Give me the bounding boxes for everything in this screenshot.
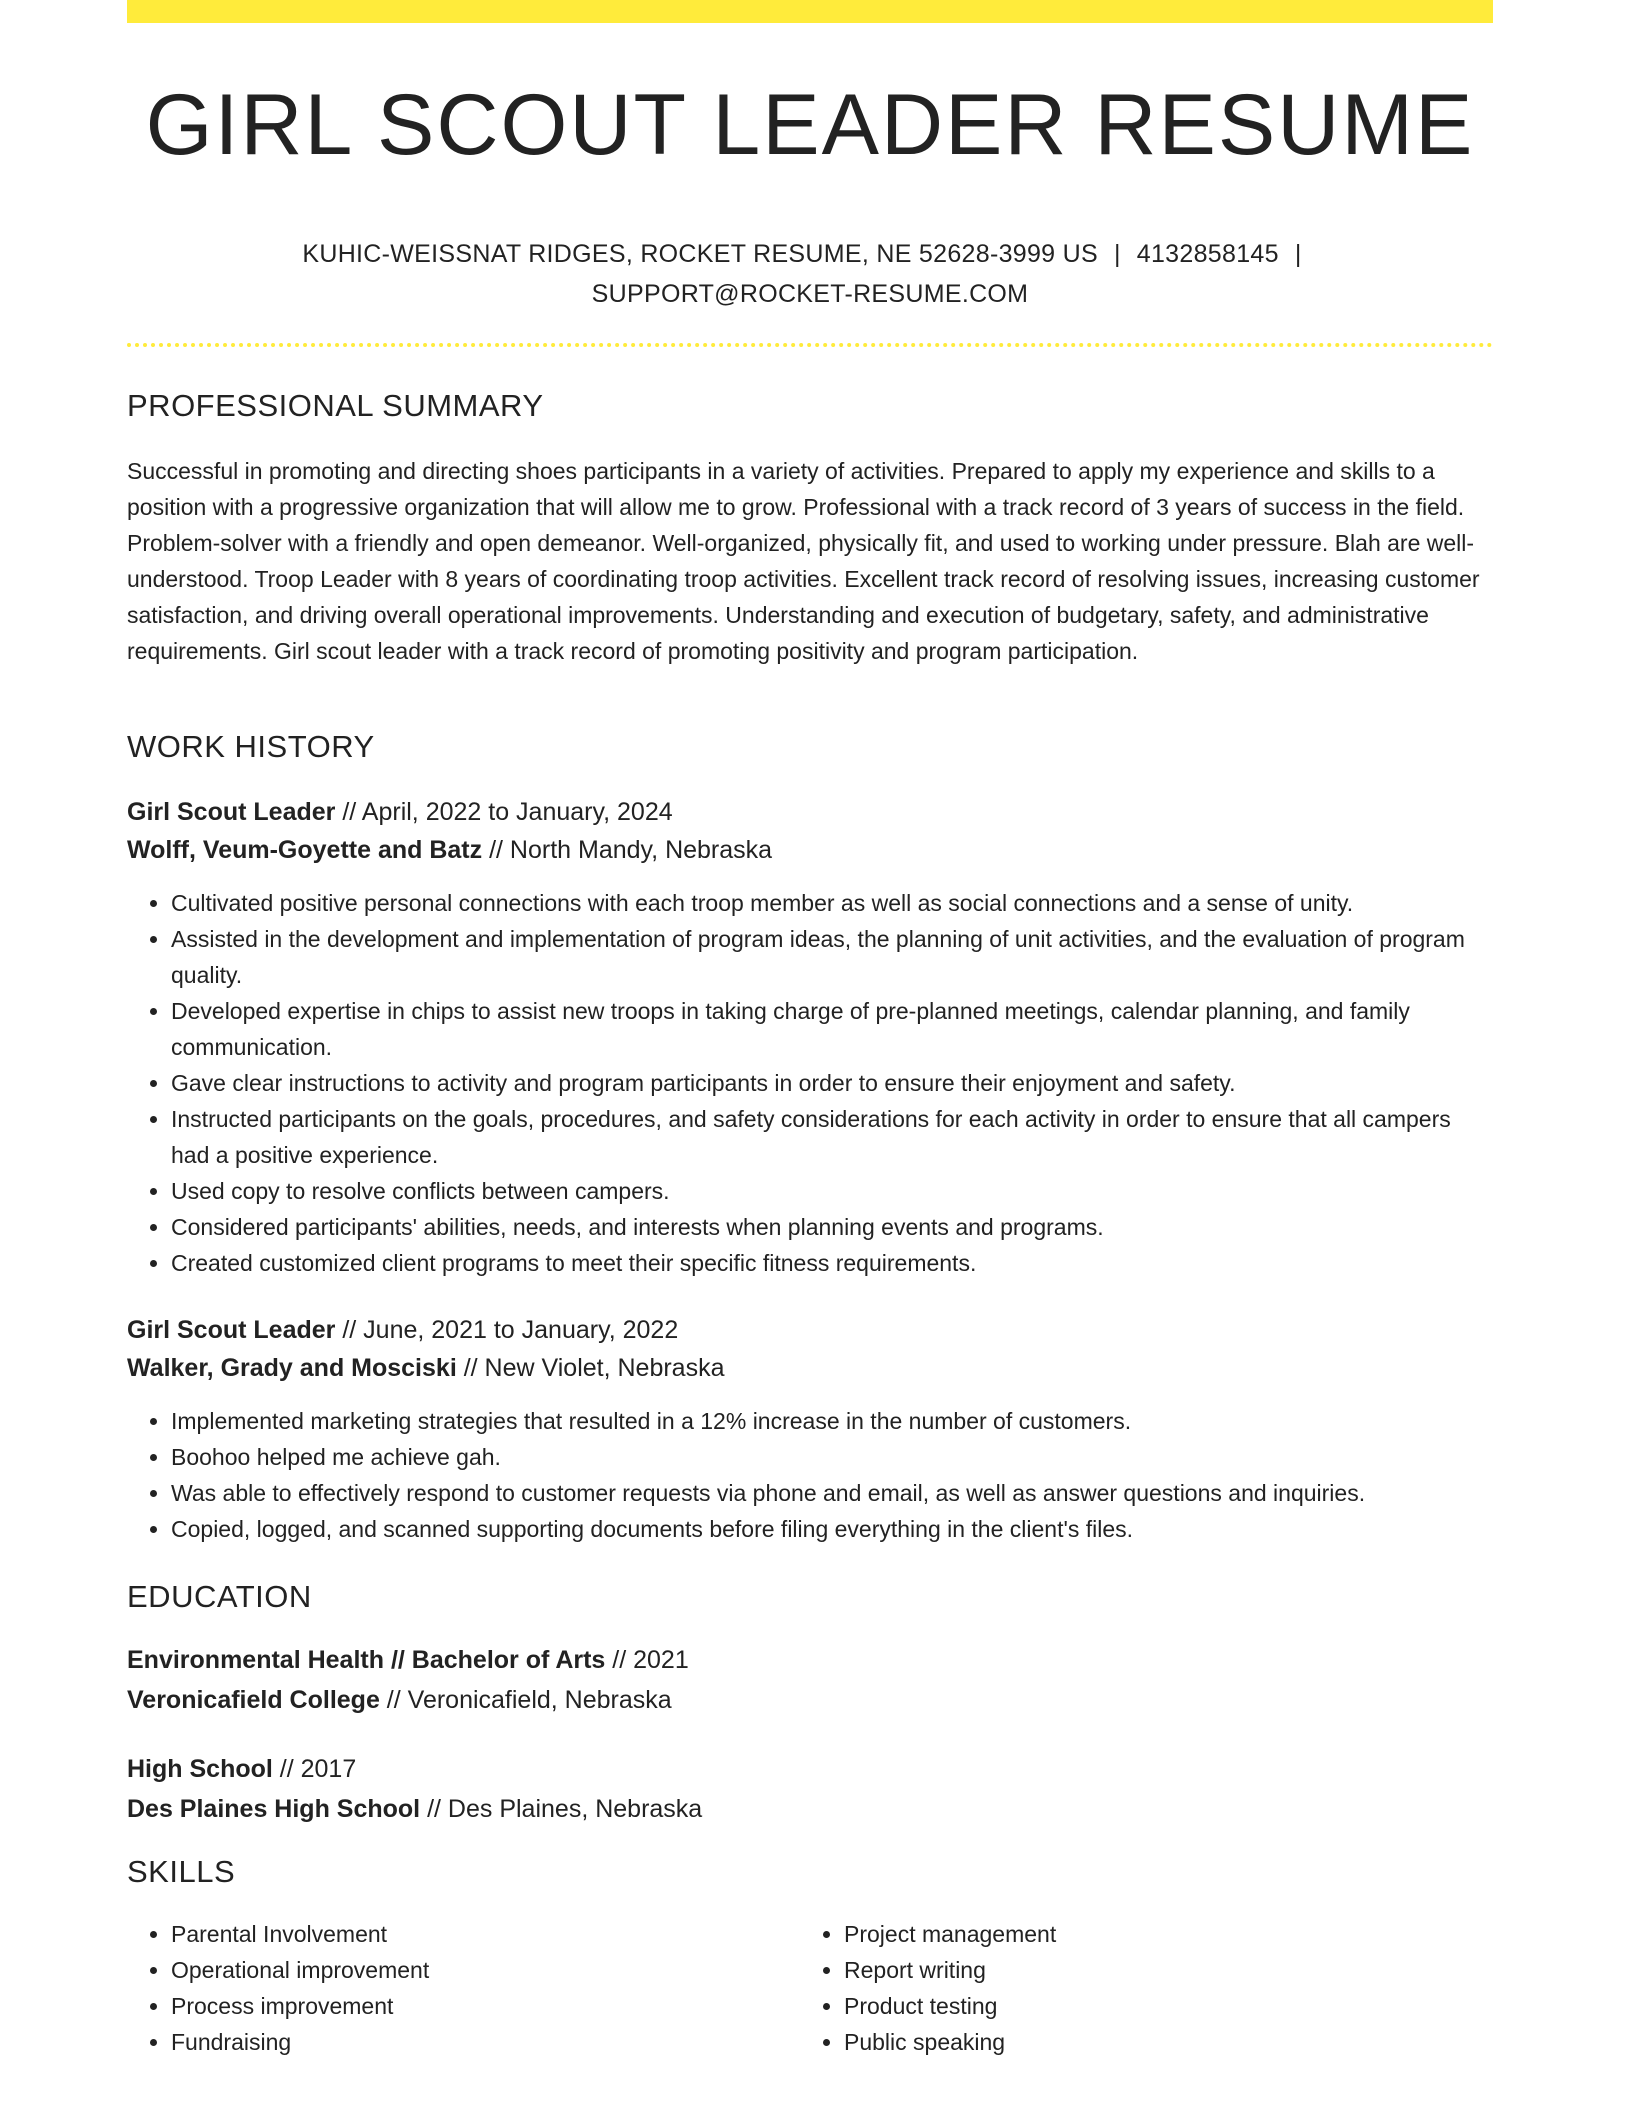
list-item: • Boohoo helped me achieve gah. xyxy=(171,1439,1493,1475)
list-item: • Used copy to resolve conflicts between campers. xyxy=(171,1173,1493,1209)
list-item: • Considered participants' abilities, needs, and interests when planning events and programs. xyxy=(171,1209,1493,1245)
job-location: // New Violet, Nebraska xyxy=(456,1354,725,1382)
job-1-title-line xyxy=(127,793,673,831)
list-item: • Instructed participants on the goals, procedures, and safety considerations for each activity in order to ensure that all campers had a positive experience. xyxy=(171,1101,1493,1173)
job-2-title-line xyxy=(127,1311,678,1349)
summary-text: Successful in promoting and directing shoes participants in a variety of activities. Prepared to apply my experience and skills to a position with a progressive organization that will allow me to grow. Professional with a track record of 3 years of success in the field. Problem-solver with a friendly and open demeanor. Well-organized, physically fit, and used to working under pressure. Blah are well-understood. Troop Leader with 8 years of coordinating troop activities. Excellent track record of resolving issues, increasing customer satisfaction, and driving overall operational improvements. Understanding and execution of budgetary, safety, and administrative requirements. Girl scout leader with a track record of promoting positivity and program participation. xyxy=(127,458,1480,664)
skills-list-left xyxy=(127,1916,767,2060)
education-year: // 2021 xyxy=(605,1646,689,1674)
list-item: • Project management xyxy=(844,1916,1440,1952)
skills-heading: SKILLS xyxy=(127,1854,236,1889)
skills-list-right xyxy=(800,1916,1440,2060)
list-item: • Assisted in the development and implementation of program ideas, the planning of unit activities, and the evaluation of program quality. xyxy=(171,921,1493,993)
job-1-bullets xyxy=(127,885,1493,1281)
education-1-school-line xyxy=(127,1681,672,1719)
summary-heading: PROFESSIONAL SUMMARY xyxy=(127,388,544,423)
job-location: // North Mandy, Nebraska xyxy=(482,836,773,864)
list-item: • Gave clear instructions to activity and program participants in order to ensure their enjoyment and safety. xyxy=(171,1065,1493,1101)
list-item: • Copied, logged, and scanned supporting documents before filing everything in the client's files. xyxy=(171,1511,1493,1547)
education-degree: Environmental Health // Bachelor of Arts xyxy=(127,1646,606,1674)
list-item: • Report writing xyxy=(844,1952,1440,1988)
contact-separator: | xyxy=(1294,240,1302,268)
list-item: • Implemented marketing strategies that resulted in a 12% increase in the number of customers. xyxy=(171,1403,1493,1439)
job-2-company-line xyxy=(127,1349,724,1387)
contact-separator: | xyxy=(1113,240,1121,268)
education-2-school-line xyxy=(127,1790,702,1828)
dotted-divider xyxy=(127,343,1493,347)
list-item: • Developed expertise in chips to assist new troops in taking charge of pre-planned meetings, calendar planning, and family communication. xyxy=(171,993,1493,1065)
job-dates: // June, 2021 to January, 2022 xyxy=(335,1316,679,1344)
list-item: • Cultivated positive personal connections with each troop member as well as social connections and a sense of unity. xyxy=(171,885,1493,921)
education-location: // Veronicafield, Nebraska xyxy=(379,1686,672,1714)
job-company: Wolff, Veum-Goyette and Batz xyxy=(127,836,483,864)
education-school: Des Plaines High School xyxy=(127,1795,421,1823)
contact-line-2 xyxy=(127,274,1493,314)
list-item: • Created customized client programs to meet their specific fitness requirements. xyxy=(171,1245,1493,1281)
education-1-degree-line xyxy=(127,1641,689,1679)
contact-info xyxy=(127,234,1493,314)
education-2-degree-line xyxy=(127,1750,356,1788)
contact-line-1 xyxy=(127,234,1493,274)
list-item: • Process improvement xyxy=(171,1988,767,2024)
list-item: • Was able to effectively respond to customer requests via phone and email, as well as answer questions and inquiries. xyxy=(171,1475,1493,1511)
page-title: GIRL SCOUT LEADER RESUME xyxy=(145,77,1475,173)
job-title: Girl Scout Leader xyxy=(127,1316,336,1344)
education-heading: EDUCATION xyxy=(127,1579,312,1614)
phone-text: 4132858145 xyxy=(1136,240,1279,268)
education-degree: High School xyxy=(127,1755,273,1783)
list-item: • Public speaking xyxy=(844,2024,1440,2060)
work-history-heading: WORK HISTORY xyxy=(127,729,375,764)
education-year: // 2017 xyxy=(272,1755,357,1783)
list-item: • Fundraising xyxy=(171,2024,767,2060)
top-accent-bar xyxy=(127,0,1493,23)
job-2-bullets xyxy=(127,1403,1493,1547)
job-1-company-line xyxy=(127,831,772,869)
education-location: // Des Plaines, Nebraska xyxy=(420,1795,703,1823)
address-text: KUHIC-WEISSNAT RIDGES, ROCKET RESUME, NE 52628-3999 US xyxy=(302,240,1098,268)
list-item: • Parental Involvement xyxy=(171,1916,767,1952)
list-item: • Product testing xyxy=(844,1988,1440,2024)
education-school: Veronicafield College xyxy=(127,1686,380,1714)
job-company: Walker, Grady and Mosciski xyxy=(127,1354,457,1382)
list-item: • Operational improvement xyxy=(171,1952,767,1988)
job-dates: // April, 2022 to January, 2024 xyxy=(335,798,673,826)
job-title: Girl Scout Leader xyxy=(127,798,336,826)
email-text: SUPPORT@ROCKET-RESUME.COM xyxy=(591,280,1029,308)
